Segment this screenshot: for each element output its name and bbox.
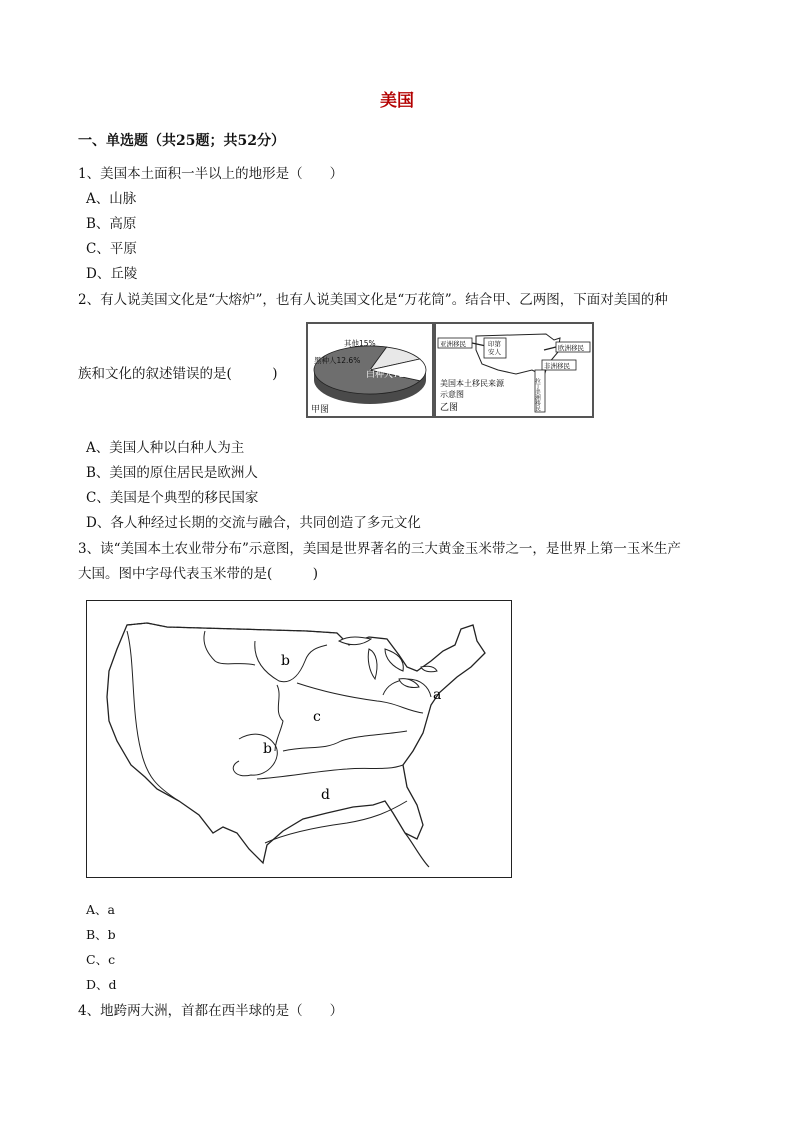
figure-yi-immigration-map — [434, 322, 594, 418]
pie-label-white: 白种人72.4% — [366, 370, 422, 380]
box-asia-text: 亚洲移民 — [440, 340, 466, 348]
map-letter-d: d — [321, 787, 330, 803]
us-agriculture-map-svg — [87, 601, 511, 877]
question-2-option-c: C、美国是个典型的移民国家 — [86, 490, 259, 506]
figure-yi-caption-2: 示意图 — [440, 390, 464, 399]
question-1-option-a: A、山脉 — [86, 191, 137, 207]
box-europe-text: 欧洲移民 — [558, 344, 584, 352]
question-1-option-d: D、丘陵 — [86, 266, 138, 282]
pie-label-black: 黑种人12.6% — [314, 356, 361, 365]
immigration-map-svg — [436, 324, 592, 416]
question-3-stem-line2: 大国。图中字母代表玉米带的是( ) — [78, 566, 319, 582]
us-agriculture-map — [86, 600, 512, 878]
section-header: 一、单选题（共25题；共52分） — [78, 133, 285, 149]
question-1-option-c: C、平原 — [86, 241, 137, 257]
question-2-option-d: D、各人种经过长期的交流与融合，共同创造了多元文化 — [86, 515, 421, 531]
question-2-stem-line1: 2、有人说美国文化是“大熔炉”，也有人说美国文化是“万花筒”。结合甲、乙两图，下面对美国的种 — [78, 292, 668, 308]
question-3-option-c: C、c — [86, 952, 116, 967]
question-1-stem: 1、美国本土面积一半以上的地形是（ ） — [78, 166, 344, 182]
box-indian-text-2: 安人 — [488, 348, 501, 356]
map-letter-c: c — [313, 709, 321, 725]
question-3-option-a: A、a — [86, 902, 115, 917]
figure-yi-label: 乙图 — [440, 403, 459, 413]
us-outline — [107, 623, 485, 863]
map-letter-b-south: b — [263, 741, 272, 757]
question-2-option-b: B、美国的原住居民是欧洲人 — [86, 465, 258, 481]
map-letter-b-north: b — [281, 653, 290, 669]
question-2-stem-line2: 族和文化的叙述错误的是( ) — [78, 366, 278, 382]
question-2-option-a: A、美国人种以白种人为主 — [86, 440, 245, 456]
page-title: 美国 — [380, 91, 414, 111]
question-3-stem-line1: 3、读“美国本土农业带分布”示意图，美国是世界著名的三大黄金玉米带之一，是世界上第一玉米生产 — [78, 541, 681, 557]
pie-label-other: 其他15% — [344, 339, 376, 348]
box-indian-text-1: 印第 — [488, 340, 501, 348]
figure-jia-pie — [306, 322, 434, 418]
question-3-option-d: D、d — [86, 977, 117, 992]
pie-chart-svg — [308, 324, 432, 416]
figure-yi-caption-1: 美国本土移民来源 — [440, 379, 504, 388]
map-letter-a: a — [433, 687, 442, 703]
question-3-option-b: B、b — [86, 927, 116, 942]
question-1-option-b: B、高原 — [86, 216, 137, 232]
box-africa-text: 非洲移民 — [544, 362, 570, 370]
figure-jia-label: 甲图 — [311, 405, 330, 415]
question-4-stem: 4、地跨两大洲，首都在西半球的是（ ） — [78, 1003, 344, 1019]
box-latin-text: 拉丁美洲移民 — [534, 378, 540, 411]
